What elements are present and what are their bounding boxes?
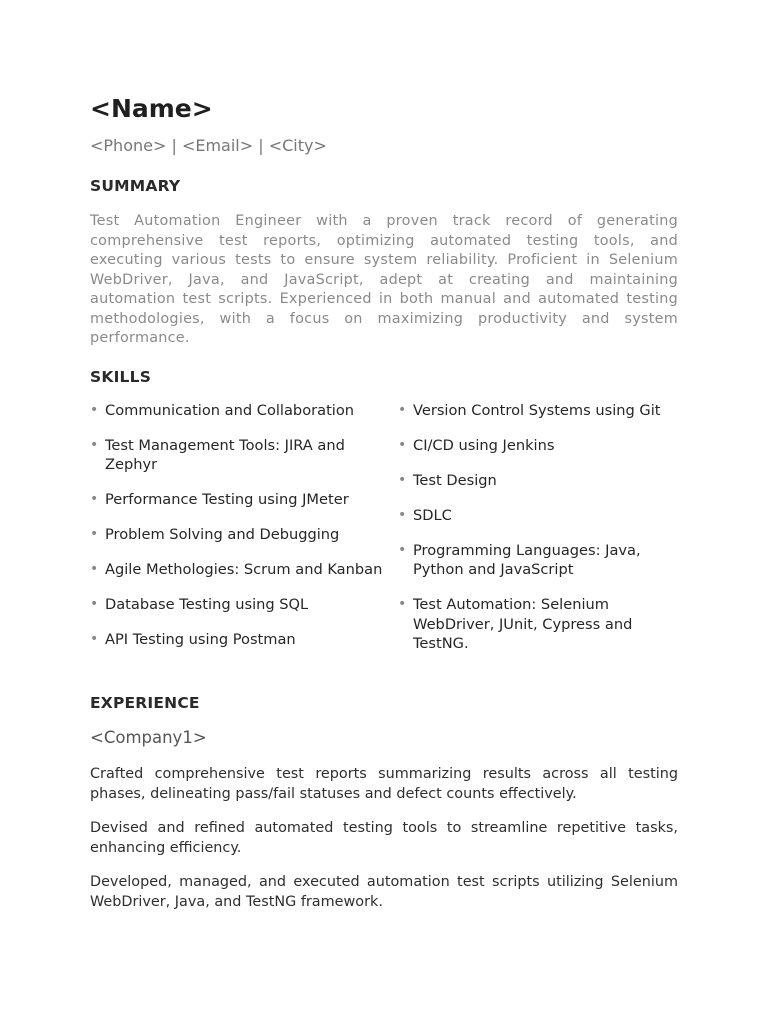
skill-item (90, 401, 398, 421)
contact-line: <Phone> | <Email> | <City> (90, 136, 327, 155)
skill-item (90, 630, 398, 650)
skill-item (90, 560, 398, 580)
skill-item (90, 490, 398, 510)
experience-paragraph: Devised and refined automated testing tools to streamline repetitive tasks, enhancing efficiency. (90, 820, 678, 856)
skill-label: API Testing using Postman (105, 631, 296, 648)
skills-heading: SKILLS (90, 367, 152, 386)
skill-label: Version Control Systems using Git (413, 401, 661, 419)
skill-item (90, 436, 398, 475)
bullet-icon: • (398, 436, 407, 453)
bullet-icon: • (90, 631, 99, 647)
skill-label: SDLC (413, 506, 452, 524)
bullet-icon: • (90, 436, 99, 453)
bullet-icon: • (90, 596, 99, 612)
bullet-icon: • (398, 401, 407, 418)
skill-item (398, 506, 690, 526)
skill-label: Test Management Tools: JIRA and Zephyr (105, 436, 345, 473)
skill-item (398, 595, 690, 654)
skill-label: Problem Solving and Debugging (105, 526, 340, 543)
skill-item (90, 525, 398, 545)
summary-text: Test Automation Engineer with a proven track record of generating comprehensive test reports, optimizing automated testing tools, and executing various tests to ensure system reliability. Proficient in Selenium WebDriver, Java, and JavaScript, adept at creating and maintaining automation test scripts. Experienced in both manual and automated testing methodologies, with a focus on maximizing productivity and system performance. (90, 213, 678, 346)
skill-item (398, 471, 690, 491)
bullet-icon: • (398, 471, 407, 488)
skills-list (90, 401, 690, 670)
bullet-icon: • (90, 491, 99, 507)
skill-label: CI/CD using Jenkins (413, 436, 555, 454)
skill-label: Programming Languages: Java, Python and JavaScript (413, 541, 641, 578)
resume-page (90, 94, 678, 912)
skills-column-left (90, 401, 398, 670)
skill-label: Communication and Collaboration (105, 401, 355, 419)
bullet-icon: • (90, 561, 99, 577)
bullet-icon: • (90, 526, 99, 542)
skill-item (90, 595, 398, 615)
bullet-icon: • (398, 506, 407, 523)
skill-label: Test Automation: Selenium WebDriver, JUnit, Cypress and TestNG. (413, 596, 633, 652)
bullet-icon: • (398, 541, 407, 558)
experience-heading: EXPERIENCE (90, 694, 200, 712)
skill-item (398, 401, 690, 421)
skill-label: Database Testing using SQL (105, 596, 309, 613)
skill-item (398, 541, 690, 580)
experience-paragraph: Crafted comprehensive test reports summarizing results across all testing phases, delineating pass/fail statuses and defect counts effectively. (90, 766, 678, 802)
company-name: <Company1> (90, 728, 207, 747)
bullet-icon: • (90, 401, 99, 418)
bullet-icon: • (398, 596, 407, 612)
skills-column-right (398, 401, 690, 670)
experience-paragraph: Developed, managed, and executed automation test scripts utilizing Selenium WebDriver, Java, and TestNG framework. (90, 874, 678, 910)
summary-heading: SUMMARY (90, 177, 181, 195)
skill-label: Performance Testing using JMeter (105, 491, 349, 508)
skill-label: Test Design (413, 471, 497, 489)
skill-label: Agile Methologies: Scrum and Kanban (105, 561, 383, 578)
skill-item (398, 436, 690, 456)
candidate-name: <Name> (90, 94, 213, 123)
